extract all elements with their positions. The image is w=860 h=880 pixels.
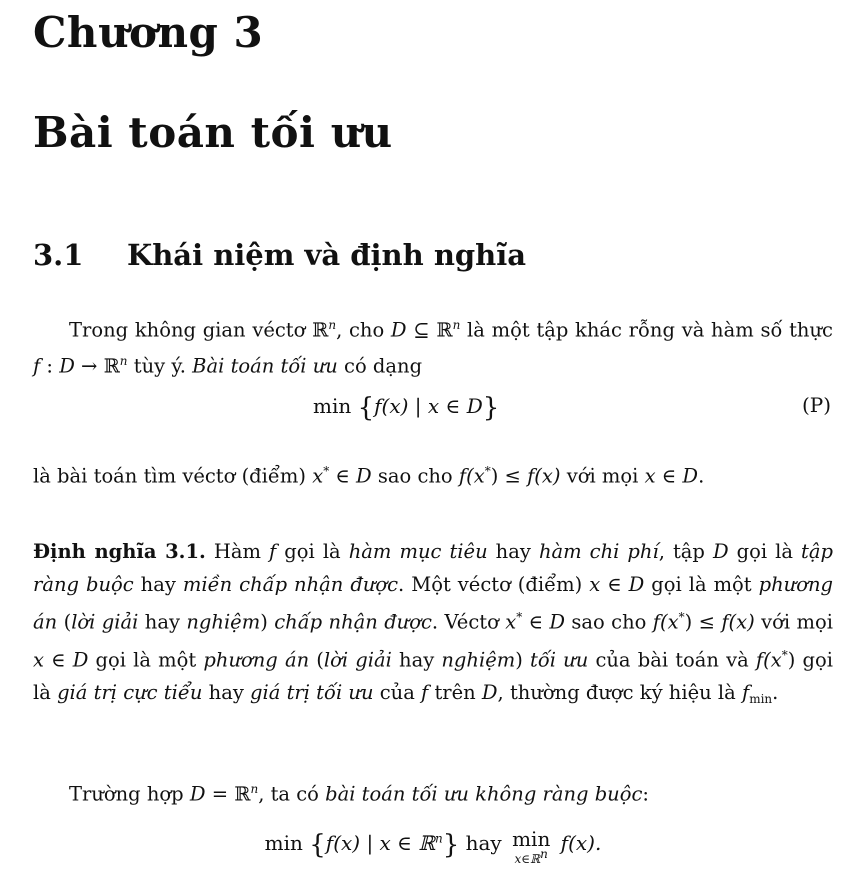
subscript-text: x∈ℝ — [514, 852, 541, 866]
text-run: Trường hợp — [69, 782, 190, 806]
emphasis-text: hàm chi phí — [538, 540, 659, 563]
text-run: Trong không gian véctơ — [69, 318, 313, 342]
math-symbol: D — [356, 464, 372, 488]
section-title: Khái niệm và định nghĩa — [127, 238, 527, 272]
math-operator: ∈ — [44, 648, 73, 672]
math-superscript: n — [250, 782, 259, 796]
text-run: , thường được ký hiệu là — [497, 681, 742, 704]
math-operator: ∈ — [600, 572, 629, 596]
chapter-title: Bài toán tối ưu — [33, 108, 393, 157]
math-expression: ) — [490, 464, 499, 488]
text-run: hay — [459, 831, 509, 855]
text-run: Hàm — [205, 540, 270, 563]
math-symbol: f — [741, 681, 750, 704]
math-subscript: min — [749, 692, 773, 706]
math-superscript: * — [516, 610, 523, 624]
math-symbol: x — [644, 464, 656, 488]
equation-expression — [313, 393, 499, 423]
math-superscript: n — [540, 847, 548, 861]
text-run: hay — [391, 648, 442, 672]
section-number: 3.1 — [33, 238, 84, 272]
math-expression: f(x — [652, 610, 679, 634]
emphasis-text: phương án — [33, 572, 834, 634]
math-symbol: ℝ — [234, 782, 251, 806]
text-run: sao cho — [565, 610, 653, 634]
left-brace: { — [357, 393, 375, 423]
math-superscript: n — [119, 353, 128, 368]
math-symbol: ℝ — [103, 354, 120, 377]
min-with-subscript — [512, 827, 551, 866]
math-operator: ∈ — [329, 464, 357, 488]
text-run: có dạng — [337, 354, 423, 377]
text-run: , ta có — [258, 782, 326, 806]
math-expression: f(x — [755, 648, 782, 672]
text-run: , cho — [336, 318, 391, 342]
text-run: hay — [138, 610, 187, 634]
min-operator: min — [264, 831, 303, 855]
text-run: . — [698, 464, 705, 488]
text-run: . Một véctơ (điểm) — [398, 572, 590, 596]
text-run: tùy ý. — [127, 354, 193, 377]
math-symbol: x — [312, 464, 324, 488]
min-operator: min — [512, 827, 551, 851]
math-symbol: D — [549, 610, 566, 634]
math-symbol: x — [505, 610, 517, 634]
math-symbol: f — [421, 681, 429, 704]
math-operator: ≤ — [498, 464, 528, 488]
text-run: : — [642, 782, 649, 806]
math-operator: ⊆ — [406, 318, 437, 342]
text-run: , tập — [658, 540, 713, 563]
math-symbol: f — [33, 354, 41, 377]
emphasis-text: Bài toán tối ưu — [192, 354, 338, 377]
math-expression: f(x — [458, 464, 485, 488]
equation-body: f(x) | x ∈ ℝ — [325, 831, 435, 855]
math-superscript: n — [452, 318, 461, 332]
math-expression: f(x) — [721, 610, 755, 634]
text-run: trên — [428, 681, 482, 704]
math-superscript: * — [484, 464, 491, 478]
math-operator: ∈ — [655, 464, 683, 488]
emphasis-text: tập ràng buộc — [33, 540, 833, 596]
right-brace: } — [482, 393, 500, 423]
equation-body: f(x) | x ∈ D — [374, 394, 483, 418]
math-symbol: D — [72, 648, 89, 672]
text-run: của bài toán và — [588, 648, 756, 672]
text-run: là bài toán tìm véctơ (điểm) — [33, 464, 313, 488]
emphasis-text: lời giải — [71, 610, 139, 634]
min-subscript — [512, 848, 550, 865]
definition-label: Định nghĩa 3.1. — [33, 540, 206, 563]
unconstrained-paragraph — [33, 774, 833, 810]
text-run: với mọi — [754, 610, 833, 634]
math-symbol: D — [628, 572, 645, 596]
text-run: gọi là — [33, 648, 833, 704]
emphasis-text: giá trị cực tiểu — [57, 681, 203, 704]
math-symbol: x — [33, 648, 44, 672]
math-symbol: ℝ — [436, 318, 453, 342]
text-run: gọi là — [728, 540, 802, 563]
emphasis-text: phương án — [203, 648, 310, 672]
math-symbol: D — [481, 681, 498, 704]
math-operator: ∈ — [522, 610, 550, 634]
equation-tail: f(x). — [554, 831, 602, 855]
math-operator: → — [74, 354, 104, 377]
text-run: hay — [202, 681, 251, 704]
min-operator: min — [313, 394, 352, 418]
math-symbol: D — [189, 782, 206, 806]
text-run: hay — [133, 572, 183, 596]
equation-tag: (P) — [801, 393, 831, 417]
math-symbol: D — [682, 464, 699, 488]
math-symbol: ℝ — [312, 318, 329, 342]
equation-unconstrained — [33, 827, 833, 874]
text-run: . Véctơ — [431, 610, 506, 634]
emphasis-text: miền chấp nhận được — [182, 572, 399, 596]
emphasis-text: hàm mục tiêu — [348, 540, 488, 563]
math-superscript: * — [323, 464, 330, 478]
definition-block — [33, 536, 833, 716]
math-symbol: D — [712, 540, 729, 563]
math-expression: ) — [787, 648, 796, 672]
math-expression: f(x) — [527, 464, 561, 488]
math-symbol: f — [269, 540, 277, 563]
emphasis-text: lời giải — [323, 648, 392, 672]
math-superscript: n — [434, 831, 443, 846]
emphasis-text: nghiệm — [186, 610, 261, 634]
text-run: sao cho — [371, 464, 459, 488]
emphasis-text: nghiệm — [441, 648, 516, 672]
text-run: hay — [487, 540, 539, 563]
math-symbol: x — [589, 572, 601, 596]
text-run: là một tập khác rỗng và hàm số thực — [460, 318, 833, 342]
section-heading — [33, 238, 526, 272]
math-operator: : — [40, 354, 60, 377]
intro-paragraph — [33, 310, 833, 381]
text-run: ) — [515, 648, 531, 672]
math-symbol: D — [59, 354, 75, 377]
emphasis-text: tối ưu — [530, 648, 589, 672]
math-symbol: D — [390, 318, 407, 342]
text-run: của — [373, 681, 422, 704]
emphasis-text: bài toán tối ưu không ràng buộc — [325, 782, 643, 806]
emphasis-text: chấp nhận được — [274, 610, 432, 634]
text-run: gọi là một — [88, 648, 204, 672]
text-run: ) — [260, 610, 275, 634]
text-run: ( — [309, 648, 324, 672]
right-brace: } — [442, 830, 460, 860]
math-operator: = — [205, 782, 235, 806]
chapter-heading: Chương 3 — [33, 8, 264, 57]
equation-p — [33, 393, 833, 427]
text-run: . — [772, 681, 779, 704]
math-superscript: * — [781, 648, 788, 662]
text-run: gọi là — [276, 540, 349, 563]
text-run: với mọi — [560, 464, 645, 488]
problem-description — [33, 456, 833, 492]
emphasis-text: giá trị tối ưu — [250, 681, 374, 704]
math-expression: ) — [684, 610, 693, 634]
left-brace: { — [309, 830, 326, 860]
text-run: gọi là một — [644, 572, 759, 596]
text-run: ( — [57, 610, 72, 634]
math-superscript: n — [328, 318, 337, 332]
math-operator: ≤ — [692, 610, 722, 634]
math-superscript: * — [678, 610, 685, 624]
